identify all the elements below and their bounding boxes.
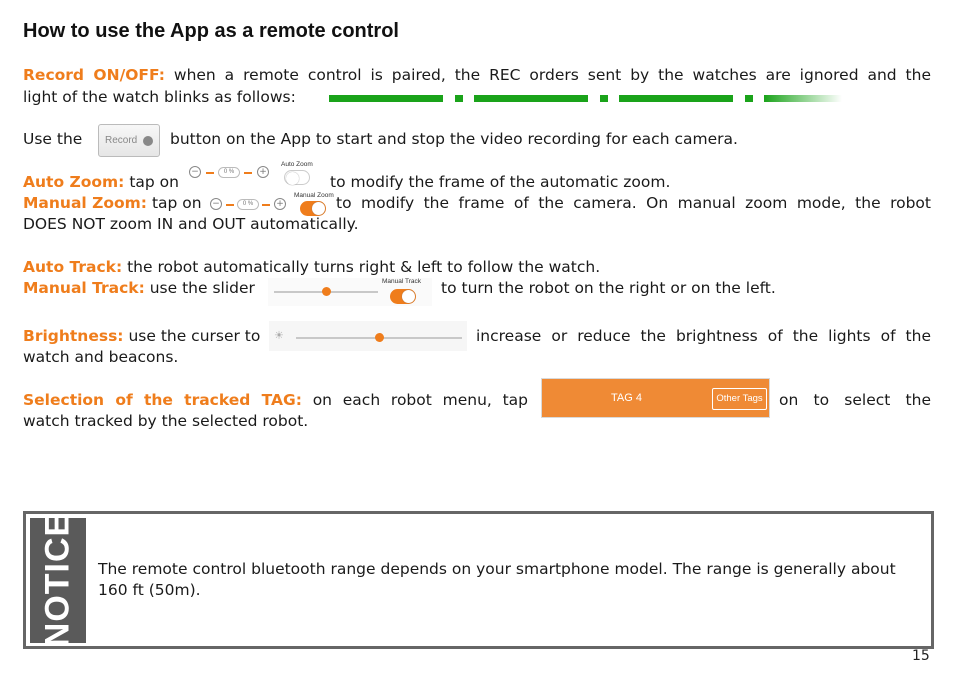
auto-track-label: Auto Track: [23,258,123,276]
record-button [98,124,160,157]
manual-track-before: use the slider [149,279,255,297]
dash-icon [226,204,234,206]
auto-zoom-label: Auto Zoom: [23,173,125,191]
zoom-plus-icon: + [274,198,286,210]
zoom-minus-icon: − [210,198,222,210]
brightness-label: Brightness: [23,327,124,345]
auto-zoom-after: to modify the frame of the automatic zoom. [330,173,671,191]
dash-icon [262,204,270,206]
brightness-line [23,326,273,347]
page-number: 15 [912,648,930,664]
manual-track-toggle [390,289,416,304]
auto-zoom-before: tap on [129,173,179,191]
brightness-after: increase or reduce the brightness of the lights of the [476,327,931,345]
tag-line-2: watch tracked by the selected robot. [23,412,309,430]
manual-zoom-line-2: DOES NOT zoom IN and OUT automatically. [23,215,359,233]
record-text-2: light of the watch blinks as follows: [23,88,296,106]
auto-track-text: the robot automatically turns right & left to follow the watch. [127,258,601,276]
record-dot-icon [143,136,153,146]
manual-track-toggle-label: Manual Track [382,278,422,285]
blink-short-3 [745,95,753,102]
manual-zoom-label: Manual Zoom: [23,194,148,212]
brightness-slider-knob [375,333,384,342]
notice-text: The remote control bluetooth range depends on your smartphone model. The range is generally about 160 ft (50m). [98,560,896,599]
dash-icon [244,172,252,174]
record-label: Record ON/OFF: [23,66,165,84]
blink-short-1 [455,95,463,102]
record-text: when a remote control is paired, the REC orders sent by the watches are ignored and the [173,66,931,84]
tag-label: Selection of the tracked TAG: [23,391,302,409]
manual-track-label: Manual Track: [23,279,145,297]
auto-track-line [23,257,931,278]
blink-long-3 [619,95,733,102]
record-button-label: Record [105,135,138,146]
dash-icon [206,172,214,174]
tag-name: TAG 4 [611,392,642,404]
blink-long-1 [329,95,443,102]
manual-track-widget [268,278,432,306]
notice-bar [30,512,86,648]
sun-icon: ☀ [274,329,284,342]
notice-title: NOTICE [38,512,77,648]
zoom-value: 0 % [237,199,259,210]
other-tags-button: Other Tags [712,388,767,410]
manual-track-after: to turn the robot on the right or on the left. [441,279,776,297]
auto-zoom-toggle [284,170,310,185]
manual-zoom-toggle-label: Manual Zoom [294,192,334,199]
use-after: button on the App to start and stop the video recording for each camera. [170,130,738,148]
blink-fade [764,95,842,102]
tag-line [23,390,528,411]
brightness-before: use the curser to [128,327,261,345]
auto-zoom-toggle-label: Auto Zoom [281,161,313,168]
tag-before: on each robot menu, tap [312,391,529,409]
blink-short-2 [600,95,608,102]
tag-after: on to select the [779,391,931,409]
zoom-minus-icon: − [189,166,201,178]
brightness-line-2: watch and beacons. [23,348,179,366]
manual-zoom-before: tap on [151,194,202,212]
zoom-plus-icon: + [257,166,269,178]
notice-box [23,511,934,649]
manual-zoom-after: to modify the frame of the camera. On manual zoom mode, the robot [336,194,931,212]
track-slider-knob [322,287,331,296]
auto-zoom-widget [187,160,323,186]
page-heading: How to use the App as a remote control [23,20,399,42]
use-before: Use the [23,130,83,148]
zoom-value: 0 % [218,167,240,178]
record-line-1 [23,65,931,86]
blink-long-2 [474,95,588,102]
